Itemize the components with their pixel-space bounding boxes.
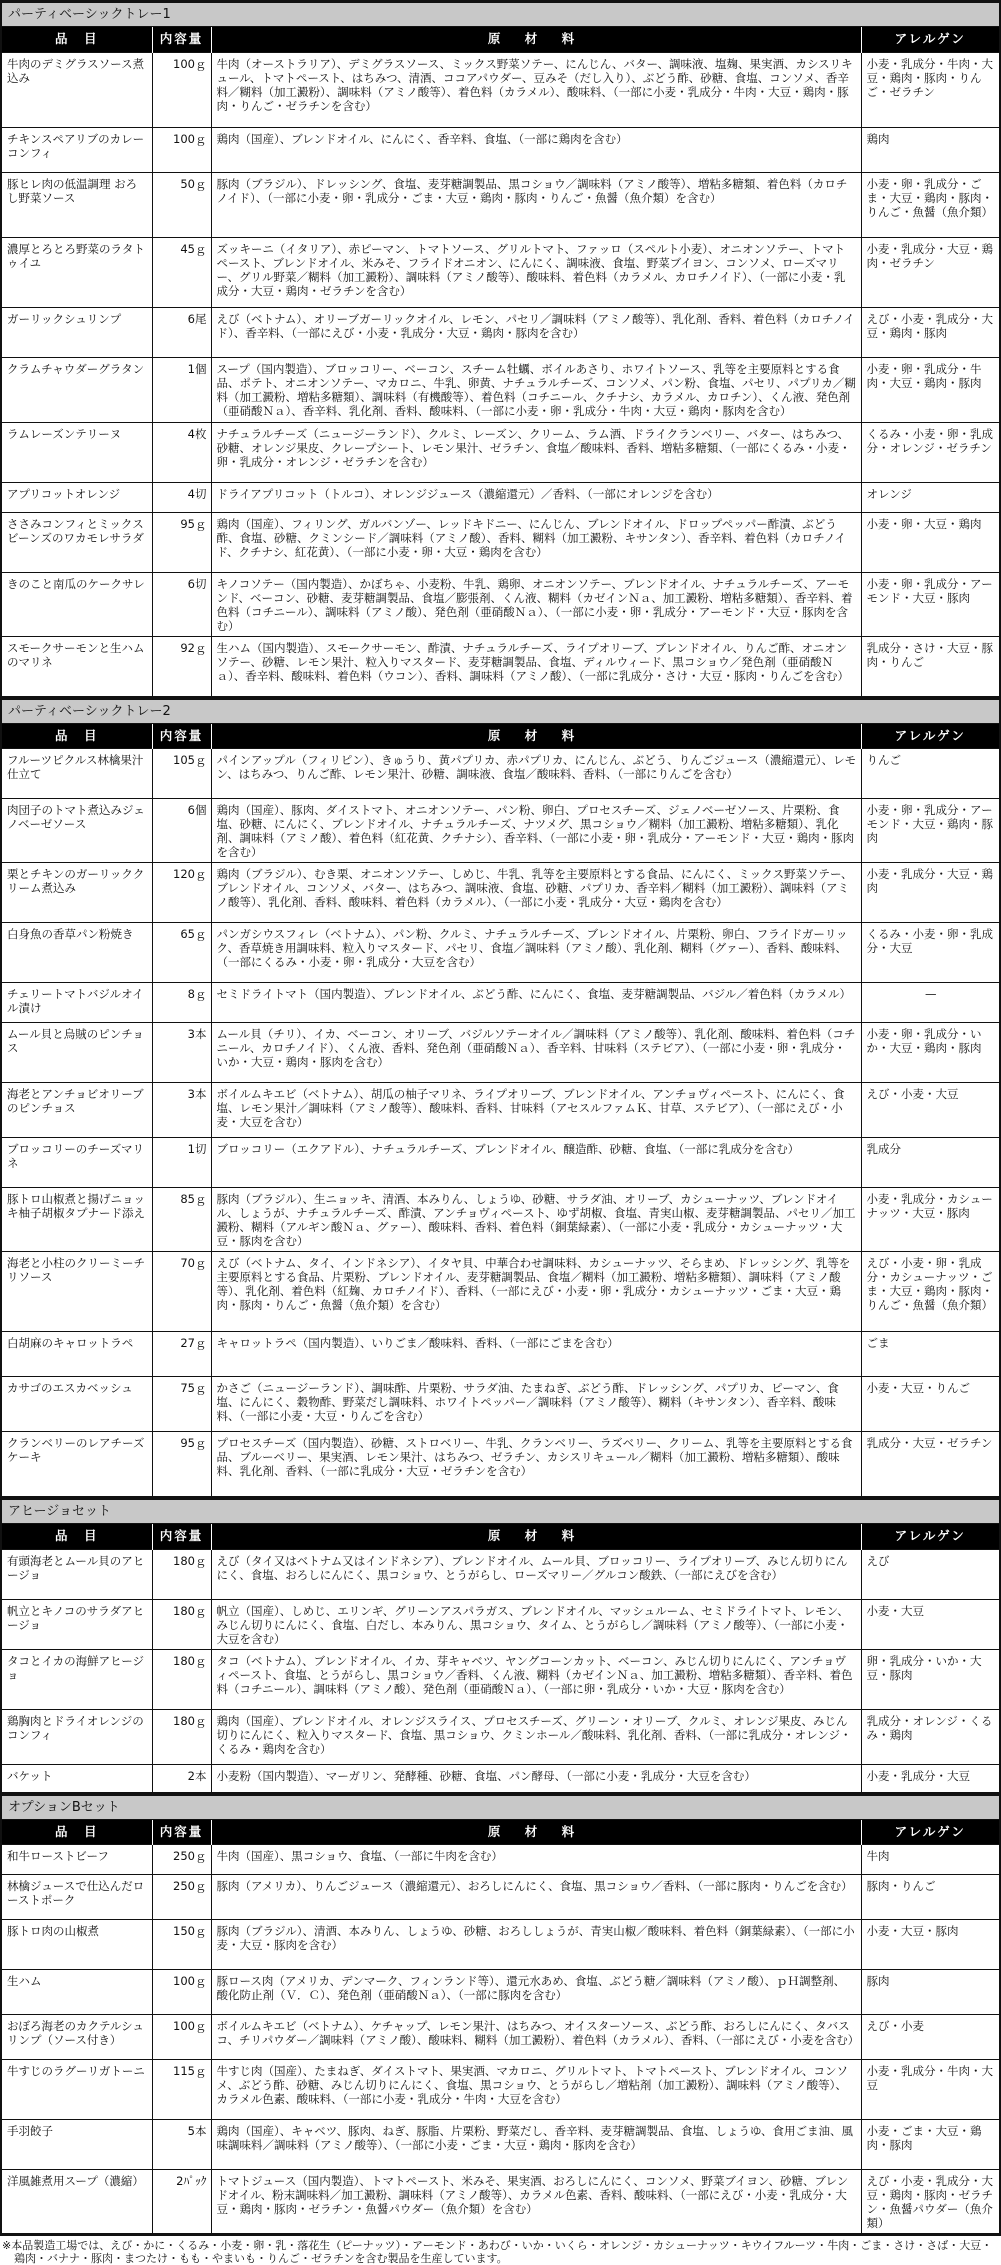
table-row: [2, 749, 999, 799]
quantity-cell: 100ｇ: [152, 127, 211, 172]
table-row: [2, 1764, 999, 1792]
item-name-cell: ガーリックシュリンプ: [2, 307, 152, 357]
factory-footnote: ※本品製造工場では、えび・かに・くるみ・小麦・卵・乳・落花生（ピーナッツ）・アーモンド・あわび・いか・いくら・オレンジ・カシューナッツ・キウイフルーツ・牛肉・ごま・さけ・さば・大豆・鶏肉・バナナ・豚肉・まつたけ・もも・やまいも・りんご・ゼラチンを含む製品を生産しています。: [2, 2239, 993, 2265]
quantity-cell: 75ｇ: [152, 1377, 211, 1432]
menu-section: [0, 697, 1001, 1498]
quantity-cell: 50ｇ: [152, 172, 211, 237]
table-row: [2, 1332, 999, 1377]
item-name-cell: 栗とチキンのガーリッククリーム煮込み: [2, 863, 152, 923]
ingredients-cell: ボイルムキエビ（ベトナム）、ケチャップ、レモン果汁、はちみつ、オイスターソース、ぶどう酢、おろしにんにく、タバスコ、チリパウダー／調味料（アミノ酸）、酸味料、糊料（加工澱粉）、着色料（カラメル）、香料、（一部にえび・小麦を含む）: [211, 2015, 861, 2060]
ingredients-cell: 豚ロース肉（アメリカ、デンマーク、フィンランド等）、還元水あめ、食塩、ぶどう糖／調味料（アミノ酸）、ｐＨ調整剤、酸化防止剤（Ｖ．Ｃ）、発色剤（亜硝酸Ｎａ）、（一部に豚肉を含む）: [211, 1970, 861, 2015]
table-row: [2, 1875, 999, 1920]
quantity-cell: 65ｇ: [152, 923, 211, 983]
ingredients-cell: 小麦粉（国内製造）、マーガリン、発酵種、砂糖、食塩、パン酵母、（一部に小麦・乳成分・大豆を含む）: [211, 1764, 861, 1792]
section-title: パーティベーシックトレー2: [2, 700, 999, 724]
ingredients-cell: ボイルムキエビ（ベトナム）、胡瓜の柚子マリネ、ライプオリーブ、ブレンドオイル、アンチョヴィペースト、にんにく、食塩、レモン果汁／調味料（アミノ酸等）、酸味料、香料、甘味料（アセスルファムＫ、甘草、ステビア）、（一部にえび・小麦・大豆を含む）: [211, 1083, 861, 1138]
section-title: オプションBセット: [2, 1796, 999, 1820]
item-name-cell: フルーツピクルス林檎果汁仕立て: [2, 749, 152, 799]
ingredients-cell: ズッキーニ（イタリア）、赤ピーマン、トマトソース、グリルトマト、ファッロ（スペルト小麦）、オニオンソテー、トマトペースト、ブレンドオイル、米みそ、フライドオニオン、にんにく、調味液、食塩、野菜ブイヨン、コンソメ、ローズマリー、グリル野菜／糊料（加工澱粉）、調味料（アミノ酸等）、酸味料、着色料（カラメル、カロチノイド）、（一部に小麦・乳成分・大豆・鶏肉・ゼラチンを含む）: [211, 237, 861, 307]
ingredients-cell: トマトジュース（国内製造）、トマトペースト、米みそ、果実酒、おろしにんにく、コンソメ、野菜ブイヨン、砂糖、ブレンドオイル、粉末調味料／加工澱粉、調味料（アミノ酸等）、カラメル色素、香料、酸味料、（一部にえび・小麦・乳成分・大豆・鶏肉・豚肉・ゼラチン・魚醤パウダー（魚介類）を含む）: [211, 2170, 861, 2234]
table-row: [2, 357, 999, 422]
quantity-cell: 8ｇ: [152, 983, 211, 1023]
column-header-ingredients: 原 材 料: [211, 27, 861, 52]
table-row: [2, 636, 999, 696]
allergen-cell: 小麦・乳成分・カシューナッツ・大豆・豚肉: [861, 1188, 999, 1252]
ingredients-cell: 鶏肉（国産）、豚肉、ダイストマト、オニオンソテー、パン粉、卵白、プロセスチーズ、ジェノベーゼソース、片栗粉、食塩、砂糖、にんにく、ブレンドオイル、ナチュラルチーズ、ナツメグ、黒コショウ／糊料（加工澱粉、増粘多糖類）、乳化剤、調味料（アミノ酸）、着色料（紅花黄、クチナシ）、香辛料、（一部に小麦・卵・乳成分・アーモンド・大豆・鶏肉・豚肉を含む）: [211, 799, 861, 863]
table-row: [2, 1970, 999, 2015]
quantity-cell: 180ｇ: [152, 1709, 211, 1764]
ingredients-cell: 鶏肉（ブラジル）、むき栗、オニオンソテー、しめじ、牛乳、乳等を主要原料とする食品、にんにく、ミックス野菜ソテー、ブレンドオイル、コンソメ、バター、はちみつ、調味液、食塩、砂糖、パプリカ、香辛料／糊料（加工澱粉）、調味料（アミノ酸等）、乳化剤、香料、酸味料、着色料（カラメル）、（一部に小麦・乳成分・大豆・鶏肉を含む）: [211, 863, 861, 923]
quantity-cell: 95ｇ: [152, 512, 211, 572]
item-name-cell: クランベリーのレアチーズケーキ: [2, 1432, 152, 1497]
table-row: [2, 799, 999, 863]
table-row: [2, 172, 999, 237]
allergen-cell: 小麦・乳成分・大豆: [861, 1764, 999, 1792]
ingredient-table: [2, 27, 999, 697]
table-row: [2, 1377, 999, 1432]
ingredient-table: [2, 724, 999, 1498]
item-name-cell: 海老とアンチョビオリーブのピンチョス: [2, 1083, 152, 1138]
column-header-item: 品 目: [2, 1820, 152, 1845]
allergen-cell: 小麦・卵・大豆・鶏肉: [861, 512, 999, 572]
table-row: [2, 512, 999, 572]
quantity-cell: 92ｇ: [152, 636, 211, 696]
ingredients-cell: 牛すじ肉（国産）、たまねぎ、ダイストマト、果実酒、マカロニ、グリルトマト、トマトペースト、ブレンドオイル、コンソメ、ぶどう酢、砂糖、みじん切りにんにく、食塩、黒コショウ、とうがらし／増粘剤（加工澱粉）、調味料（アミノ酸等）、カラメル色素、酸味料、（一部に小麦・乳成分・牛肉・大豆を含む）: [211, 2060, 861, 2120]
quantity-cell: 100ｇ: [152, 2015, 211, 2060]
table-row: [2, 2120, 999, 2170]
allergen-cell: 小麦・乳成分・大豆・鶏肉: [861, 863, 999, 923]
table-row: [2, 2170, 999, 2234]
item-name-cell: 豚トロ山椒煮と揚げニョッキ柚子胡椒タプナード添え: [2, 1188, 152, 1252]
column-header-item: 品 目: [2, 1524, 152, 1549]
quantity-cell: 105ｇ: [152, 749, 211, 799]
item-name-cell: チェリートマトバジルオイル漬け: [2, 983, 152, 1023]
quantity-cell: 70ｇ: [152, 1252, 211, 1332]
allergen-cell: 乳成分: [861, 1138, 999, 1188]
ingredients-cell: 豚肉（ブラジル）、清酒、本みりん、しょうゆ、砂糖、おろししょうが、青実山椒／酸味料、着色料（銅葉緑素）、（一部に小麦・大豆・豚肉を含む）: [211, 1920, 861, 1970]
ingredients-cell: ムール貝（チリ）、イカ、ベーコン、オリーブ、バジルソテーオイル／調味料（アミノ酸等）、乳化剤、酸味料、着色料（コチニール、カロチノイド）、くん液、香料、発色剤（亜硝酸Ｎａ）、香辛料、甘味料（ステビア）、（一部に小麦・卵・乳成分・いか・大豆・鶏肉・豚肉を含む）: [211, 1023, 861, 1083]
quantity-cell: 95ｇ: [152, 1432, 211, 1497]
quantity-cell: 180ｇ: [152, 1599, 211, 1649]
item-name-cell: 海老と小柱のクリーミーチリソース: [2, 1252, 152, 1332]
table-row: [2, 983, 999, 1023]
item-name-cell: 豚ヒレ肉の低温調理 おろし野菜ソース: [2, 172, 152, 237]
allergen-cell: えび・小麦・乳成分・大豆・鶏肉・豚肉・ゼラチン・魚醤パウダー（魚介類）: [861, 2170, 999, 2234]
ingredients-cell: ナチュラルチーズ（ニュージーランド）、クルミ、レーズン、クリーム、ラム酒、ドライクランベリー、バター、はちみつ、砂糖、オレンジ果皮、クレープシート、レモン果汁、ゼラチン、食塩／酸味料、香料、増粘多糖類、（一部にくるみ・小麦・卵・乳成分・オレンジ・ゼラチンを含む）: [211, 422, 861, 482]
quantity-cell: 1切: [152, 1138, 211, 1188]
ingredients-cell: 鶏肉（国産）、ブレンドオイル、オレンジスライス、プロセスチーズ、グリーン・オリーブ、クルミ、オレンジ果皮、みじん切りにんにく、粒入りマスタード、食塩、黒コショウ、クミンホール／酸味料、乳化剤、香料、（一部に乳成分・オレンジ・くるみ・鶏肉を含む）: [211, 1709, 861, 1764]
allergen-cell: 小麦・乳成分・牛肉・大豆・鶏肉・豚肉・りんご・ゼラチン: [861, 52, 999, 127]
table-header-row: [2, 724, 999, 749]
table-row: [2, 2060, 999, 2120]
table-row: [2, 127, 999, 172]
item-name-cell: スモークサーモンと生ハムのマリネ: [2, 636, 152, 696]
column-header-qty: 内容量: [152, 1524, 211, 1549]
allergen-cell: 小麦・卵・乳成分・アーモンド・大豆・鶏肉・豚肉: [861, 799, 999, 863]
ingredients-cell: ドライアプリコット（トルコ）、オレンジジュース（濃縮還元）／香料、（一部にオレンジを含む）: [211, 482, 861, 512]
allergen-cell: 小麦・ごま・大豆・鶏肉・豚肉: [861, 2120, 999, 2170]
table-header-row: [2, 1524, 999, 1549]
table-row: [2, 1920, 999, 1970]
allergen-cell: えび: [861, 1549, 999, 1599]
item-name-cell: 肉団子のトマト煮込みジェノベーゼソース: [2, 799, 152, 863]
column-header-qty: 内容量: [152, 724, 211, 749]
item-name-cell: ブロッコリーのチーズマリネ: [2, 1138, 152, 1188]
item-name-cell: きのこと南瓜のケークサレ: [2, 572, 152, 636]
table-row: [2, 1599, 999, 1649]
quantity-cell: 45ｇ: [152, 237, 211, 307]
allergen-cell: 乳成分・大豆・ゼラチン: [861, 1432, 999, 1497]
quantity-cell: 6尾: [152, 307, 211, 357]
column-header-ingredients: 原 材 料: [211, 1820, 861, 1845]
ingredients-cell: ブロッコリー（エクアドル）、ナチュラルチーズ、ブレンドオイル、醸造酢、砂糖、食塩、（一部に乳成分を含む）: [211, 1138, 861, 1188]
column-header-item: 品 目: [2, 27, 152, 52]
allergen-cell: 乳成分・さけ・大豆・豚肉・りんご: [861, 636, 999, 696]
item-name-cell: 手羽餃子: [2, 2120, 152, 2170]
menu-section: [0, 0, 1001, 697]
column-header-allergen: アレルゲン: [861, 724, 999, 749]
ingredients-cell: 豚肉（ブラジル）、ドレッシング、食塩、麦芽糖調製品、黒コショウ／調味料（アミノ酸等）、増粘多糖類、着色料（カロチノイド）、（一部に小麦・卵・乳成分・ごま・大豆・鶏肉・豚肉・りんご・魚醤（魚介類）を含む）: [211, 172, 861, 237]
item-name-cell: 生ハム: [2, 1970, 152, 2015]
table-row: [2, 1845, 999, 1875]
menu-section: [0, 1793, 1001, 2237]
quantity-cell: 100ｇ: [152, 52, 211, 127]
item-name-cell: 和牛ローストビーフ: [2, 1845, 152, 1875]
column-header-ingredients: 原 材 料: [211, 724, 861, 749]
item-name-cell: 白胡麻のキャロットラペ: [2, 1332, 152, 1377]
ingredients-cell: スープ（国内製造）、ブロッコリー、ベーコン、スチーム牡蠣、ボイルあさり、ホワイトソース、乳等を主要原料とする食品、ポテト、オニオンソテー、マカロニ、牛乳、卵黄、ナチュラルチーズ、コンソメ、パン粉、食塩、パセリ、パプリカ／糊料（加工澱粉、増粘多糖類）、調味料（有機酸等）、着色料（コチニール、クチナシ、カラメル、カロチン）、くん液、発色剤（亜硝酸Ｎａ）、香辛料、乳化剤、香料、酸味料、（一部に小麦・卵・乳成分・牛肉・大豆・鶏肉・豚肉を含む）: [211, 357, 861, 422]
item-name-cell: おぼろ海老のカクテルシュリンプ（ソース付き）: [2, 2015, 152, 2060]
quantity-cell: 6個: [152, 799, 211, 863]
quantity-cell: 6切: [152, 572, 211, 636]
item-name-cell: カサゴのエスカベッシュ: [2, 1377, 152, 1432]
quantity-cell: 4枚: [152, 422, 211, 482]
allergen-cell: 乳成分・オレンジ・くるみ・鶏肉: [861, 1709, 999, 1764]
ingredients-cell: セミドライトマト（国内製造）、ブレンドオイル、ぶどう酢、にんにく、食塩、麦芽糖調製品、バジル／着色料（カラメル）: [211, 983, 861, 1023]
ingredients-cell: 生ハム（国内製造）、スモークサーモン、酢漬、ナチュラルチーズ、ライプオリーブ、ブレンドオイル、りんご酢、オニオンソテー、砂糖、レモン果汁、粒入りマスタード、麦芽糖調製品、食塩、ディルウィード、黒コショウ／発色剤（亜硝酸Ｎａ）、香辛料、酸味料、着色料（ウコン）、香料、調味料（アミノ酸）、（一部に乳成分・さけ・大豆・豚肉・りんごを含む）: [211, 636, 861, 696]
allergen-cell: えび・小麦・乳成分・大豆・鶏肉・豚肉: [861, 307, 999, 357]
allergen-cell: 牛肉: [861, 1845, 999, 1875]
quantity-cell: 150ｇ: [152, 1920, 211, 1970]
item-name-cell: クラムチャウダーグラタン: [2, 357, 152, 422]
table-row: [2, 1083, 999, 1138]
table-row: [2, 422, 999, 482]
allergen-cell: 小麦・卵・乳成分・牛肉・大豆・鶏肉・豚肉: [861, 357, 999, 422]
item-name-cell: 牛肉のデミグラスソース煮込み: [2, 52, 152, 127]
quantity-cell: 180ｇ: [152, 1649, 211, 1709]
item-name-cell: 濃厚とろとろ野菜のラタトゥイユ: [2, 237, 152, 307]
ingredients-cell: パインアップル（フィリピン）、きゅうり、黄パプリカ、赤パプリカ、にんじん、ぶどう、りんごジュース（濃縮還元）、レモン、はちみつ、りんご酢、レモン果汁、砂糖、調味液、食塩／酸味料、香料、（一部にりんごを含む）: [211, 749, 861, 799]
ingredient-table: [2, 1820, 999, 2235]
allergen-cell: えび・小麦: [861, 2015, 999, 2060]
allergen-cell: —: [861, 983, 999, 1023]
item-name-cell: タコとイカの海鮮アヒージョ: [2, 1649, 152, 1709]
table-row: [2, 572, 999, 636]
quantity-cell: 180ｇ: [152, 1549, 211, 1599]
column-header-allergen: アレルゲン: [861, 1524, 999, 1549]
column-header-allergen: アレルゲン: [861, 1820, 999, 1845]
ingredients-cell: 鶏肉（国産）、キャベツ、豚肉、ねぎ、豚脂、片栗粉、野菜だし、香辛料、麦芽糖調製品、食塩、しょうゆ、食用ごま油、風味調味料／調味料（アミノ酸等）、（一部に小麦・ごま・大豆・鶏肉・豚肉を含む）: [211, 2120, 861, 2170]
quantity-cell: 5本: [152, 2120, 211, 2170]
ingredients-cell: 豚肉（アメリカ）、りんごジュース（濃縮還元）、おろしにんにく、食塩、黒コショウ／香料、（一部に豚肉・りんごを含む）: [211, 1875, 861, 1920]
allergen-cell: 小麦・大豆・りんご: [861, 1377, 999, 1432]
ingredients-cell: 牛肉（オーストラリア）、デミグラスソース、ミックス野菜ソテー、にんじん、バター、調味液、塩麹、果実酒、カシスリキュール、トマトペースト、はちみつ、清酒、ココアパウダー、豆みそ（だし入り）、ぶどう酢、砂糖、食塩、コンソメ、香辛料／糊料（加工澱粉）、調味料（アミノ酸等）、着色料（カラメル）、酸味料、（一部に小麦・乳成分・牛肉・大豆・鶏肉・豚肉・りんご・ゼラチンを含む）: [211, 52, 861, 127]
item-name-cell: チキンスペアリブのカレーコンフィ: [2, 127, 152, 172]
menu-section: [0, 1497, 1001, 1793]
ingredients-cell: 鶏肉（国産）、ブレンドオイル、にんにく、香辛料、食塩、（一部に鶏肉を含む）: [211, 127, 861, 172]
allergen-cell: ごま: [861, 1332, 999, 1377]
quantity-cell: 100ｇ: [152, 1970, 211, 2015]
table-row: [2, 1188, 999, 1252]
item-name-cell: 林檎ジュースで仕込んだローストポーク: [2, 1875, 152, 1920]
allergen-cell: 小麦・乳成分・大豆・鶏肉・ゼラチン: [861, 237, 999, 307]
ingredients-cell: 牛肉（国産）、黒コショウ、食塩、（一部に牛肉を含む）: [211, 1845, 861, 1875]
ingredients-cell: えび（ベトナム）、オリーブガーリックオイル、レモン、パセリ／調味料（アミノ酸等）、乳化剤、香料、着色料（カロチノイド）、香辛料、（一部にえび・小麦・乳成分・大豆・鶏肉・豚肉を含む）: [211, 307, 861, 357]
allergen-cell: 小麦・卵・乳成分・アーモンド・大豆・豚肉: [861, 572, 999, 636]
allergen-cell: くるみ・小麦・卵・乳成分・オレンジ・ゼラチン: [861, 422, 999, 482]
quantity-cell: 85ｇ: [152, 1188, 211, 1252]
quantity-cell: 1個: [152, 357, 211, 422]
ingredients-cell: 帆立（国産）、しめじ、エリンギ、グリーンアスパラガス、ブレンドオイル、マッシュルーム、セミドライトマト、レモン、みじん切りにんにく、食塩、白だし、本みりん、黒コショウ、タイム、とうがらし／調味料（アミノ酸等）、（一部に小麦・大豆を含む）: [211, 1599, 861, 1649]
quantity-cell: 3本: [152, 1023, 211, 1083]
ingredients-cell: キノコソテー（国内製造）、かぼちゃ、小麦粉、牛乳、鶏卵、オニオンソテー、ブレンドオイル、ナチュラルチーズ、アーモンド、ベーコン、砂糖、麦芽糖調製品、食塩／膨張剤、くん液、糊料（カゼインＮａ、加工澱粉、増粘多糖類）、香辛料、着色料（コチニール）、調味料（アミノ酸）、発色剤（亜硝酸Ｎａ）、（一部に小麦・卵・乳成分・アーモンド・大豆・豚肉を含む）: [211, 572, 861, 636]
item-name-cell: 牛すじのラグーリガトーニ: [2, 2060, 152, 2120]
quantity-cell: 115ｇ: [152, 2060, 211, 2120]
item-name-cell: 洋風雑煮用スープ（濃縮）: [2, 2170, 152, 2234]
section-title: パーティベーシックトレー1: [2, 3, 999, 27]
table-row: [2, 482, 999, 512]
ingredients-cell: キャロットラペ（国内製造）、いりごま／酸味料、香料、（一部にごまを含む）: [211, 1332, 861, 1377]
table-row: [2, 52, 999, 127]
quantity-cell: 2本: [152, 1764, 211, 1792]
quantity-cell: 27ｇ: [152, 1332, 211, 1377]
item-name-cell: バケット: [2, 1764, 152, 1792]
allergen-cell: オレンジ: [861, 482, 999, 512]
table-row: [2, 1252, 999, 1332]
ingredients-cell: かさご（ニュージーランド）、調味酢、片栗粉、サラダ油、たまねぎ、ぶどう酢、ドレッシング、パプリカ、ピーマン、食塩、にんにく、穀物酢、野菜だし調味料、ホワイトペッパー／調味料（アミノ酸等）、糊料（キサンタン）、香辛料、酸味料、（一部に小麦・大豆・りんごを含む）: [211, 1377, 861, 1432]
table-header-row: [2, 1820, 999, 1845]
table-row: [2, 923, 999, 983]
table-row: [2, 1649, 999, 1709]
item-name-cell: ささみコンフィとミックスビーンズのワカモレサラダ: [2, 512, 152, 572]
table-row: [2, 863, 999, 923]
item-name-cell: ラムレーズンテリーヌ: [2, 422, 152, 482]
allergen-cell: 豚肉: [861, 1970, 999, 2015]
item-name-cell: 有頭海老とムール貝のアヒージョ: [2, 1549, 152, 1599]
table-row: [2, 237, 999, 307]
table-header-row: [2, 27, 999, 52]
allergen-cell: 小麦・卵・乳成分・ごま・大豆・鶏肉・豚肉・りんご・魚醤（魚介類）: [861, 172, 999, 237]
quantity-cell: 250ｇ: [152, 1875, 211, 1920]
allergen-cell: えび・小麦・大豆: [861, 1083, 999, 1138]
allergen-cell: 小麦・大豆・豚肉: [861, 1920, 999, 1970]
allergen-cell: 小麦・乳成分・牛肉・大豆: [861, 2060, 999, 2120]
column-header-allergen: アレルゲン: [861, 27, 999, 52]
allergen-cell: 小麦・大豆: [861, 1599, 999, 1649]
table-row: [2, 1138, 999, 1188]
allergen-cell: りんご: [861, 749, 999, 799]
item-name-cell: 豚トロ肉の山椒煮: [2, 1920, 152, 1970]
column-header-qty: 内容量: [152, 27, 211, 52]
item-name-cell: 白身魚の香草パン粉焼き: [2, 923, 152, 983]
item-name-cell: 鶏胸肉とドライオレンジのコンフィ: [2, 1709, 152, 1764]
column-header-ingredients: 原 材 料: [211, 1524, 861, 1549]
quantity-cell: 4切: [152, 482, 211, 512]
quantity-cell: 120ｇ: [152, 863, 211, 923]
allergen-cell: 卵・乳成分・いか・大豆・豚肉: [861, 1649, 999, 1709]
table-row: [2, 1023, 999, 1083]
item-name-cell: 帆立とキノコのサラダアヒージョ: [2, 1599, 152, 1649]
table-row: [2, 1549, 999, 1599]
section-title: アヒージョセット: [2, 1500, 999, 1524]
table-row: [2, 2015, 999, 2060]
table-row: [2, 1709, 999, 1764]
ingredients-cell: えび（タイ又はベトナム又はインドネシア）、ブレンドオイル、ムール貝、ブロッコリー、ライプオリーブ、みじん切りにんにく、食塩、おろしにんにく、黒コショウ、とうがらし、ローズマリー／グルコン酸鉄、（一部にえびを含む）: [211, 1549, 861, 1599]
quantity-cell: 250ｇ: [152, 1845, 211, 1875]
column-header-item: 品 目: [2, 724, 152, 749]
allergen-cell: えび・小麦・卵・乳成分・カシューナッツ・ごま・大豆・鶏肉・豚肉・りんご・魚醤（魚介類）: [861, 1252, 999, 1332]
quantity-cell: 2ﾊﾟｯｸ: [152, 2170, 211, 2234]
table-row: [2, 1432, 999, 1497]
allergen-cell: くるみ・小麦・卵・乳成分・大豆: [861, 923, 999, 983]
ingredients-cell: プロセスチーズ（国内製造）、砂糖、ストロベリー、牛乳、クランベリー、ラズベリー、クリーム、乳等を主要原料とする食品、ブルーベリー、果実酒、レモン果汁、はちみつ、ゼラチン、カシスリキュール／糊料（加工澱粉、増粘多糖類）、酸味料、乳化剤、香料、（一部に乳成分・大豆・ゼラチンを含む）: [211, 1432, 861, 1497]
allergen-cell: 豚肉・りんご: [861, 1875, 999, 1920]
ingredients-cell: 鶏肉（国産）、フィリング、ガルバンゾー、レッドキドニー、にんじん、ブレンドオイル、ドロップペッパー酢漬、ぶどう酢、食塩、砂糖、クミンシード／調味料（アミノ酸）、香料、糊料（加工澱粉、キサンタン）、香辛料、着色料（カロチノイド、クチナシ、紅花黄）、（一部に小麦・卵・大豆・鶏肉を含む）: [211, 512, 861, 572]
ingredients-cell: 豚肉（ブラジル）、生ニョッキ、清酒、本みりん、しょうゆ、砂糖、サラダ油、オリーブ、カシューナッツ、ブレンドオイル、しょうが、ナチュラルチーズ、酢漬、アンチョヴィペースト、ゆず胡椒、食塩、青実山椒、麦芽糖調製品、パセリ／加工澱粉、糊料（アルギン酸Ｎａ、グァー）、酸味料、香料、着色料（銅葉緑素）、（一部に小麦・乳成分・カシューナッツ・大豆・豚肉を含む）: [211, 1188, 861, 1252]
allergen-cell: 鶏肉: [861, 127, 999, 172]
quantity-cell: 3本: [152, 1083, 211, 1138]
allergen-cell: 小麦・卵・乳成分・いか・大豆・鶏肉・豚肉: [861, 1023, 999, 1083]
ingredient-table: [2, 1524, 999, 1793]
ingredients-cell: パンガシウスフィレ（ベトナム）、パン粉、クルミ、ナチュラルチーズ、ブレンドオイル、片栗粉、卵白、フライドガーリック、香草焼き用調味料、粒入りマスタード、パセリ、食塩／調味料（アミノ酸）、乳化剤、糊料（グァー）、香料、酸味料、（一部にくるみ・小麦・卵・乳成分・大豆を含む）: [211, 923, 861, 983]
item-name-cell: ムール貝と烏賊のピンチョス: [2, 1023, 152, 1083]
table-row: [2, 307, 999, 357]
item-name-cell: アプリコットオレンジ: [2, 482, 152, 512]
column-header-qty: 内容量: [152, 1820, 211, 1845]
ingredients-cell: えび（ベトナム、タイ、インドネシア）、イタヤ貝、中華合わせ調味料、カシューナッツ、そらまめ、ドレッシング、乳等を主要原料とする食品、片栗粉、ブレンドオイル、麦芽糖調製品、食塩／糊料（加工澱粉、増粘多糖類）、調味料（アミノ酸等）、乳化剤、着色料（紅麹、カロチノイド）、香料、（一部にえび・小麦・卵・乳成分・カシューナッツ・ごま・大豆・鶏肉・豚肉・りんご・魚醤（魚介類）を含む）: [211, 1252, 861, 1332]
ingredients-cell: タコ（ベトナム）、ブレンドオイル、イカ、芽キャベツ、ヤングコーンカット、ベーコン、みじん切りにんにく、アンチョヴィペースト、食塩、とうがらし、黒コショウ／香料、くん液、糊料（カゼインＮａ、加工澱粉、増粘多糖類）、香辛料、着色料（コチニール）、調味料（アミノ酸）、発色剤（亜硝酸Ｎａ）、（一部に卵・乳成分・いか・大豆・豚肉を含む）: [211, 1649, 861, 1709]
